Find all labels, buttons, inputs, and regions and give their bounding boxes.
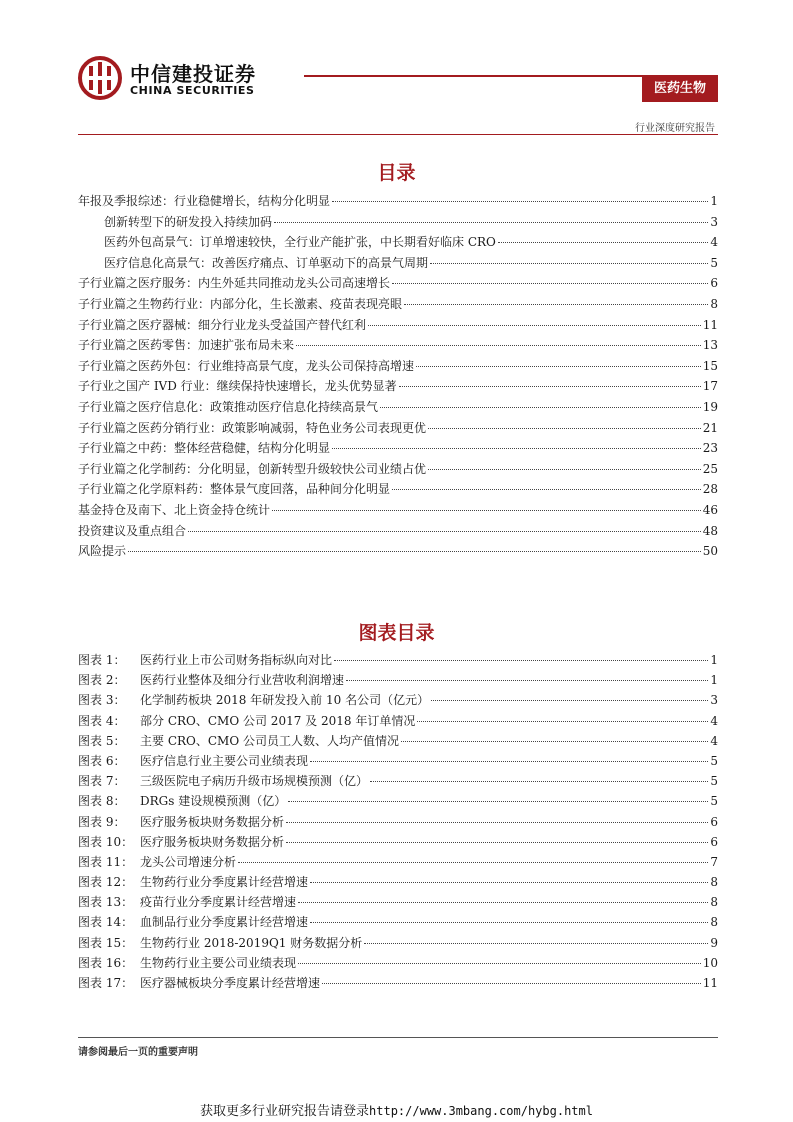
toc-entry-page: 25 <box>702 461 718 476</box>
toc-entry[interactable] <box>78 295 718 316</box>
toc-entry-title: 子行业篇之生物药行业：内部分化，生长激素、疫苗表现亮眼 <box>78 296 403 311</box>
figure-page: 1 <box>710 673 718 688</box>
figure-number: 图表 9： <box>78 814 126 829</box>
company-name-en: CHINA SECURITIES <box>130 84 255 97</box>
dot-leader <box>498 242 708 243</box>
toc-entry[interactable] <box>78 316 718 337</box>
figure-caption: 医疗服务板块财务数据分析 <box>140 814 285 829</box>
page-header <box>78 56 718 100</box>
toc-list <box>78 192 718 563</box>
toc-entry-title: 子行业篇之医药分销行业：政策影响减弱，特色业务公司表现更优 <box>78 420 427 435</box>
dot-leader <box>322 983 701 984</box>
toc-entry[interactable] <box>78 336 718 357</box>
figure-page: 10 <box>702 955 718 970</box>
toc-entry[interactable] <box>78 460 718 481</box>
toc-entry[interactable] <box>78 192 718 213</box>
figure-number: 图表 6： <box>78 753 126 768</box>
toc-title: 目录 <box>377 162 416 184</box>
figure-number: 图表 2： <box>78 673 126 688</box>
figure-entry[interactable] <box>78 732 718 752</box>
figure-entry[interactable] <box>78 934 718 954</box>
figure-page: 11 <box>702 976 718 990</box>
toc-entry-page: 11 <box>702 317 718 332</box>
figure-page: 3 <box>710 693 718 708</box>
figure-number: 图表 5： <box>78 733 126 748</box>
figure-caption: 主要 CRO、CMO 公司员工人数、人均产值情况 <box>140 733 399 748</box>
disclaimer-note: 请参阅最后一页的重要声明 <box>78 1047 198 1058</box>
figure-entry[interactable] <box>78 691 718 711</box>
figure-number: 图表 11： <box>78 854 134 869</box>
toc-entry-page: 21 <box>702 420 718 435</box>
dot-leader <box>370 781 708 782</box>
figure-page: 4 <box>710 733 718 748</box>
toc-entry-title: 子行业之国产 IVD 行业：继续保持快速增长，龙头优势显著 <box>78 379 397 394</box>
figure-entry[interactable] <box>78 792 718 812</box>
toc-entry-page: 6 <box>710 276 718 291</box>
toc-entry-page: 28 <box>702 482 718 497</box>
toc-entry-title: 年报及季报综述：行业稳健增长，结构分化明显 <box>78 194 331 208</box>
figure-caption: 血制品行业分季度累计经营增速 <box>140 915 309 930</box>
dot-leader <box>417 721 708 722</box>
toc-entry-page: 23 <box>702 441 718 456</box>
toc-entry-title: 投资建议及重点组合 <box>78 523 187 538</box>
figure-page: 7 <box>710 854 718 869</box>
figure-number: 图表 15： <box>78 935 134 950</box>
figure-entry[interactable] <box>78 954 718 974</box>
footer-divider <box>78 1037 718 1038</box>
dot-leader <box>274 222 708 223</box>
toc-entry-title: 子行业篇之医药零售：加速扩张布局未来 <box>78 338 295 353</box>
toc-entry-page: 50 <box>702 544 718 559</box>
figure-number: 图表 13： <box>78 895 134 910</box>
toc-entry-page: 19 <box>702 399 718 414</box>
toc-entry[interactable] <box>78 439 718 460</box>
toc-entry-title: 子行业篇之医疗信息化：政策推动医疗信息化持续高景气 <box>78 399 379 414</box>
figure-number: 图表 14： <box>78 915 134 930</box>
toc-entry[interactable] <box>78 377 718 398</box>
dot-leader <box>286 842 708 843</box>
toc-entry-page: 1 <box>710 194 718 208</box>
dot-leader <box>392 489 701 490</box>
toc-entry[interactable] <box>78 398 718 419</box>
figure-number: 图表 4： <box>78 713 126 728</box>
toc-entry-title: 医疗信息化高景气：改善医疗痛点、订单驱动下的高景气周期 <box>104 255 429 270</box>
dot-leader <box>364 943 708 944</box>
toc-entry[interactable] <box>78 233 718 254</box>
toc-entry-title: 子行业篇之医疗器械：细分行业龙头受益国产替代红利 <box>78 317 367 332</box>
toc-entry-title: 风险提示 <box>78 544 127 559</box>
dot-leader <box>188 531 701 532</box>
figure-caption: 生物药行业分季度累计经营增速 <box>140 875 309 890</box>
dot-leader <box>310 922 708 923</box>
figure-number: 图表 16： <box>78 955 134 970</box>
figure-number: 图表 12： <box>78 875 134 890</box>
figures-list <box>78 651 718 994</box>
toc-entry-page: 13 <box>702 338 718 353</box>
figure-page: 8 <box>710 895 718 910</box>
figure-caption: 医疗信息行业主要公司业绩表现 <box>140 753 309 768</box>
header-divider <box>78 134 718 135</box>
figure-number: 图表 10： <box>78 834 134 849</box>
dot-leader <box>286 822 708 823</box>
dot-leader <box>416 366 701 367</box>
toc-entry-page: 5 <box>710 255 718 270</box>
dot-leader <box>238 862 708 863</box>
dot-leader <box>404 304 708 305</box>
figure-entry[interactable] <box>78 853 718 873</box>
dot-leader <box>430 263 708 264</box>
toc-entry-page: 15 <box>702 358 718 373</box>
figure-page: 8 <box>710 915 718 930</box>
toc-entry-page: 4 <box>710 235 718 250</box>
dot-leader <box>392 283 708 284</box>
figure-entry[interactable] <box>78 651 718 671</box>
toc-entry[interactable] <box>78 419 718 440</box>
figure-entry[interactable] <box>78 813 718 833</box>
figure-page: 5 <box>710 774 718 789</box>
industry-tag: 医药生物 <box>642 75 718 102</box>
toc-entry[interactable] <box>78 480 718 501</box>
figure-page: 5 <box>710 794 718 809</box>
toc-entry[interactable] <box>78 213 718 234</box>
figure-caption: 部分 CRO、CMO 公司 2017 及 2018 年订单情况 <box>140 713 416 728</box>
dot-leader <box>346 680 708 681</box>
toc-entry-title: 基金持仓及南下、北上资金持仓统计 <box>78 502 271 517</box>
figures-title: 图表目录 <box>358 622 435 644</box>
dot-leader <box>401 741 708 742</box>
toc-entry-title: 子行业篇之医药外包：行业维持高景气度，龙头公司保持高增速 <box>78 358 415 373</box>
figure-page: 9 <box>710 935 718 950</box>
dot-leader <box>431 700 708 701</box>
figure-entry[interactable] <box>78 873 718 893</box>
figure-number: 图表 1： <box>78 653 126 667</box>
figure-number: 图表 3： <box>78 693 126 708</box>
dot-leader <box>310 761 708 762</box>
dot-leader <box>272 510 701 511</box>
figure-entry[interactable] <box>78 913 718 933</box>
toc-entry[interactable] <box>78 542 718 563</box>
download-text: 获取更多行业研究报告请登录 <box>200 1104 370 1119</box>
report-type: 行业深度研究报告 <box>635 123 715 134</box>
figure-entry[interactable] <box>78 712 718 732</box>
dot-leader <box>428 469 701 470</box>
figure-entry[interactable] <box>78 752 718 772</box>
toc-entry[interactable] <box>78 274 718 295</box>
toc-entry-title: 子行业篇之医疗服务：内生外延共同推动龙头公司高速增长 <box>78 276 391 291</box>
figure-caption: 医疗服务板块财务数据分析 <box>140 834 285 849</box>
toc-entry-title: 子行业篇之化学原料药：整体景气度回落，品种间分化明显 <box>78 482 391 497</box>
toc-entry-page: 46 <box>702 502 718 517</box>
figure-page: 1 <box>710 653 718 667</box>
figure-caption: 医药行业整体及细分行业营收利润增速 <box>140 673 345 688</box>
company-name-cn: 中信建投证券 <box>130 62 256 86</box>
figure-number: 图表 7： <box>78 774 126 789</box>
dot-leader <box>298 963 701 964</box>
toc-entry[interactable] <box>78 522 718 543</box>
citic-logo-icon <box>78 56 122 100</box>
figure-caption: 三级医院电子病历升级市场规模预测（亿） <box>140 774 369 789</box>
dot-leader <box>288 801 708 802</box>
figure-caption: DRGs 建设规模预测（亿） <box>140 794 287 809</box>
dot-leader <box>332 201 708 202</box>
figure-page: 8 <box>710 875 718 890</box>
figure-entry[interactable] <box>78 671 718 691</box>
figure-caption: 龙头公司增速分析 <box>140 854 237 869</box>
dot-leader <box>296 345 701 346</box>
dot-leader <box>298 902 708 903</box>
figure-caption: 生物药行业 2018-2019Q1 财务数据分析 <box>140 935 363 950</box>
dot-leader <box>332 448 701 449</box>
figure-caption: 医疗器械板块分季度累计经营增速 <box>140 976 321 990</box>
toc-entry[interactable] <box>78 357 718 378</box>
figure-page: 6 <box>710 814 718 829</box>
figure-page: 5 <box>710 753 718 768</box>
toc-entry-title: 子行业篇之化学制药：分化明显，创新转型升级较快公司业绩占优 <box>78 461 427 476</box>
toc-entry[interactable] <box>78 501 718 522</box>
toc-entry-title: 医药外包高景气：订单增速较快，全行业产能扩张，中长期看好临床 CRO <box>104 235 496 250</box>
dot-leader <box>380 407 701 408</box>
toc-entry-title: 创新转型下的研发投入持续加码 <box>104 214 273 229</box>
figure-caption: 生物药行业主要公司业绩表现 <box>140 955 297 970</box>
figure-number: 图表 8： <box>78 794 126 809</box>
dot-leader <box>334 660 708 661</box>
download-link[interactable]: http://www.3mbang.com/hybg.html <box>369 1104 593 1118</box>
industry-bar <box>304 75 718 100</box>
toc-entry-title: 子行业篇之中药：整体经营稳健，结构分化明显 <box>78 441 331 456</box>
figure-entry[interactable] <box>78 772 718 792</box>
download-banner <box>0 1100 793 1119</box>
figure-caption: 化学制药板块 2018 年研发投入前 10 名公司（亿元） <box>140 693 430 708</box>
toc-entry-page: 48 <box>702 523 718 538</box>
figure-page: 4 <box>710 713 718 728</box>
dot-leader <box>128 551 701 552</box>
dot-leader <box>368 325 701 326</box>
toc-entry-page: 8 <box>710 296 718 311</box>
figure-entry[interactable] <box>78 833 718 853</box>
toc-entry-page: 3 <box>710 214 718 229</box>
figure-caption: 疫苗行业分季度累计经营增速 <box>140 895 297 910</box>
figure-page: 6 <box>710 834 718 849</box>
figure-number: 图表 17： <box>78 976 134 990</box>
dot-leader <box>310 882 708 883</box>
figure-entry[interactable] <box>78 893 718 913</box>
figure-entry[interactable] <box>78 974 718 994</box>
toc-entry-page: 17 <box>702 379 718 394</box>
dot-leader <box>399 386 701 387</box>
dot-leader <box>428 428 701 429</box>
figure-caption: 医药行业上市公司财务指标纵向对比 <box>140 653 333 667</box>
toc-entry[interactable] <box>78 254 718 275</box>
